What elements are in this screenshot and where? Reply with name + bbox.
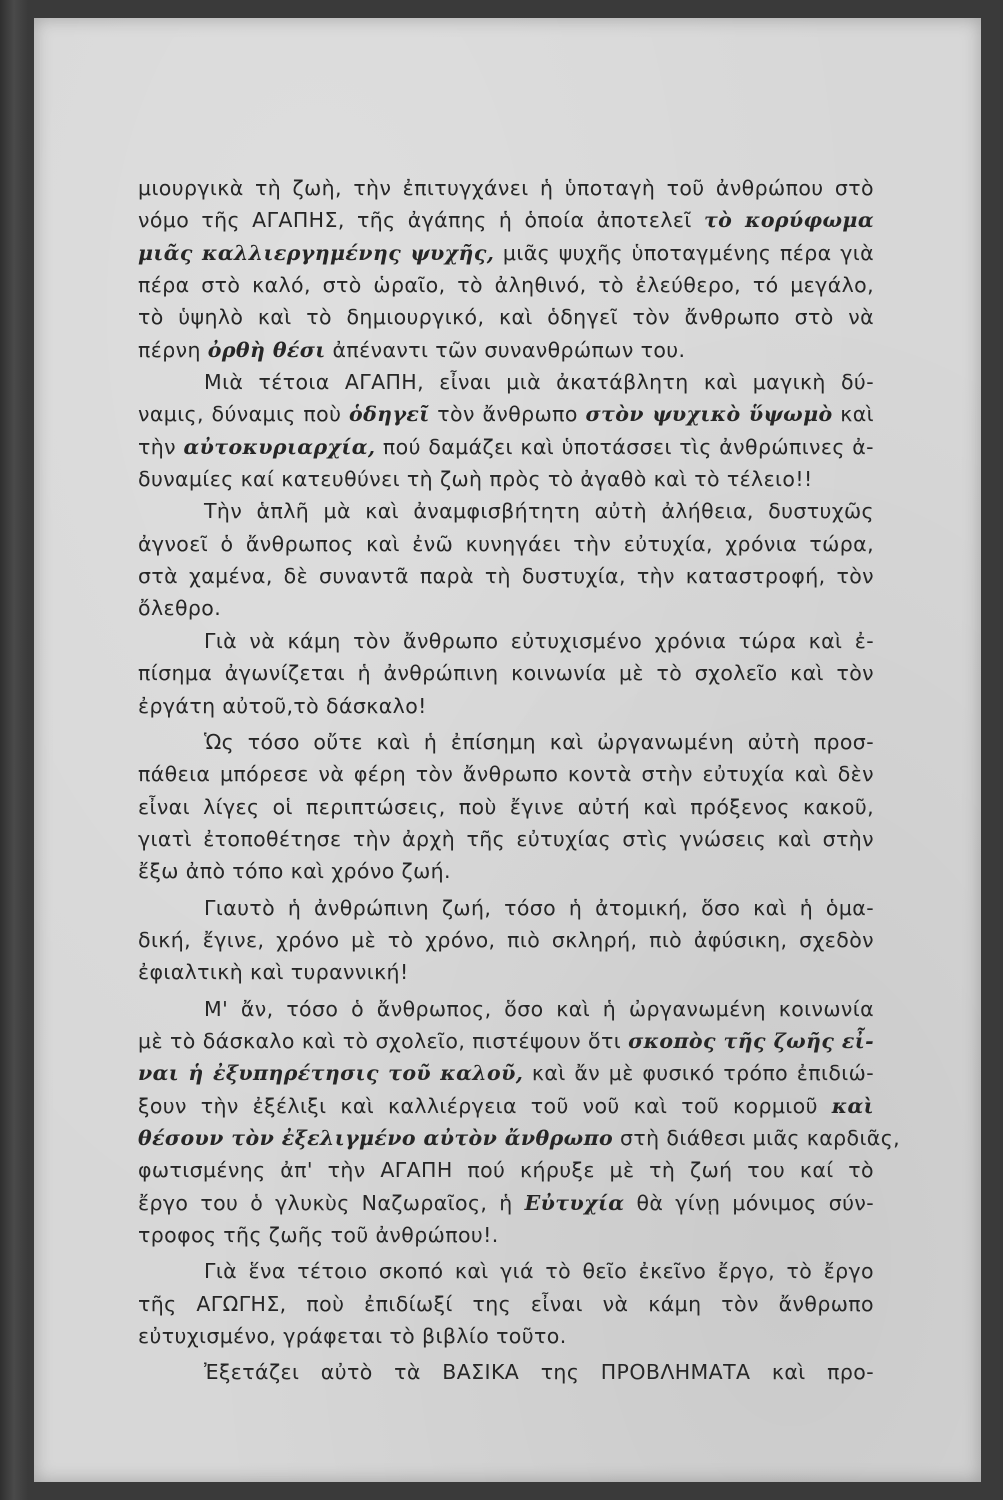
text-line: πέρνη ὀρθὴ θέσι ἀπέναντι τῶν συνανθρώπων του. xyxy=(138,337,686,362)
text-line: ἐργάτη αὐτοῦ,τὸ δάσκαλο! xyxy=(138,693,427,718)
text-line: τὴν αὐτοκυριαρχία, πού δαμάζει καὶ ὑποτάσσει τὶς ἀνθρώπινες ἀ- xyxy=(138,434,874,459)
text-line: τροφος τῆς ζωῆς τοῦ ἀνθρώπου!. xyxy=(138,1223,499,1247)
text-line: ἐφιαλτικὴ καὶ τυραννική! xyxy=(138,960,409,985)
paragraph-start-line: Γιὰ νὰ κάμη τὸν ἄνθρωπο εὐτυχισμένο χρόνια τώρα καὶ ἐ- xyxy=(204,628,874,653)
text-line: ξουν τὴν ἐξέλιξι καὶ καλλιέργεια τοῦ νοῦ καὶ τοῦ κορμιοῦ καὶ xyxy=(138,1093,874,1118)
text-line: ὄλεθρο. xyxy=(138,596,222,621)
text-line: πέρα στὸ καλό, στὸ ὡραῖο, τὸ ἀληθινό, τὸ ἐλεύθερο, τό μεγάλο, xyxy=(138,273,874,298)
text-line: εὐτυχισμένο, γράφεται τὸ βιβλίο τοῦτο. xyxy=(138,1324,567,1349)
text-line: ναμις, δύναμις ποὺ ὁδηγεῖ τὸν ἄνθρωπο στὸν ψυχικὸ ὕψωμὸ καὶ xyxy=(138,402,874,427)
emphasis: τὸ κορύφωμα xyxy=(703,208,874,233)
paragraph-start-line: Ὡς τόσο οὔτε καὶ ἡ ἐπίσημη καὶ ὠργανωμένη αὐτὴ προσ- xyxy=(204,729,874,754)
text-line: δική, ἔγινε, χρόνο μὲ τὸ χρόνο, πιὸ σκληρή, πιὸ ἀφύσικη, σχεδὸν xyxy=(138,927,874,952)
text-line: τῆς ΑΓΩΓΗΣ, ποὺ ἐπιδίωξί της εἶναι νὰ κάμη τὸν ἄνθρωπο xyxy=(138,1291,874,1316)
emphasis: μιᾶς καλλιεργημένης ψυχῆς, xyxy=(138,240,495,265)
text-line: τὸ ὑψηλὸ καὶ τὸ δημιουργικό, καὶ ὁδηγεῖ τὸν ἄνθρωπο στὸ νὰ xyxy=(138,305,874,330)
text-line: θέσουν τὸν ἐξελιγμένο αὐτὸν ἄνθρωπο στὴ διάθεσι μιᾶς καρδιᾶς, xyxy=(138,1125,901,1150)
text-line: δυναμίες καί κατευθύνει τὴ ζωὴ πρὸς τὸ ἀγαθὸ καὶ τὸ τέλειο!! xyxy=(138,467,813,492)
emphasis: αὐτοκυριαρχία, xyxy=(183,434,376,459)
text-line: εἶναι λίγες οἱ περιπτώσεις, ποὺ ἔγινε αὐτή καὶ πρόξενος κακοῦ, xyxy=(138,794,874,819)
emphasis: Εὐτυχία xyxy=(524,1190,625,1215)
emphasis: ὀρθὴ θέσι xyxy=(207,337,326,362)
text-line: νόμο τῆς ΑΓΑΠΗΣ, τῆς ἀγάπης ἡ ὁποία ἀποτελεῖ τὸ κορύφωμα xyxy=(138,208,874,233)
emphasis: σκοπὸς τῆς ζωῆς εἶ- xyxy=(628,1028,874,1053)
text-line: μιᾶς καλλιεργημένης ψυχῆς, μιᾶς ψυχῆς ὑποταγμένης πέρα γιὰ xyxy=(138,240,874,265)
text-line: ἔργο του ὁ γλυκὺς Ναζωραῖος, ἡ Εὐτυχία θὰ γίνῃ μόνιμος σύν- xyxy=(138,1190,875,1215)
text-line: ἀγνοεῖ ὁ ἄνθρωπος καὶ ἐνῶ κυνηγάει τὴν εὐτυχία, χρόνια τώρα, xyxy=(138,531,874,556)
emphasis: καὶ xyxy=(831,1093,874,1118)
paragraph-start-line: Ἐξετάζει αὐτὸ τὰ ΒΑΣΙΚΑ της ΠΡΟΒΛΗΜΑΤΑ καὶ προ- xyxy=(204,1360,874,1385)
emphasis: στὸν ψυχικὸ ὕψωμὸ xyxy=(585,402,833,427)
text-line: μὲ τὸ δάσκαλο καὶ τὸ σχολεῖο, πιστέψουν ὅτι σκοπὸς τῆς ζωῆς εἶ- xyxy=(138,1028,874,1053)
paragraph-start-line: Τὴν ἁπλῆ μὰ καὶ ἀναμφισβήτητη αὐτὴ ἀλήθεια, δυστυχῶς xyxy=(204,499,874,524)
paragraph-start-line: Μ' ἄν, τόσο ὁ ἄνθρωπος, ὅσο καὶ ἡ ὠργανωμένη κοινωνία xyxy=(204,996,874,1021)
emphasis: θέσουν τὸν ἐξελιγμένο αὐτὸν ἄνθρωπο xyxy=(138,1125,614,1150)
paragraph-start-line: Γιαυτὸ ἡ ἀνθρώπινη ζωή, τόσο ἡ ἀτομική, ὅσο καὶ ἡ ὁμα- xyxy=(204,895,874,920)
text-line: γιατὶ ἐτοποθέτησε τὴν ἀρχὴ τῆς εὐτυχίας στὶς γνώσεις καὶ στὴν xyxy=(138,826,874,851)
emphasis: ναι ἡ ἐξυπηρέτησις τοῦ καλοῦ, xyxy=(138,1061,524,1086)
paragraph-start-line: Μιὰ τέτοια ΑΓΑΠΗ, εἶναι μιὰ ἀκατάβλητη καὶ μαγικὴ δύ- xyxy=(204,370,874,395)
text-line: ναι ἡ ἐξυπηρέτησις τοῦ καλοῦ, καὶ ἄν μὲ φυσικό τρόπο ἐπιδιώ- xyxy=(138,1061,874,1086)
text-line: πάθεια μπόρεσε νὰ φέρη τὸν ἄνθρωπο κοντὰ στὴν εὐτυχία καὶ δὲν xyxy=(138,762,874,787)
paragraph-start-line: Γιὰ ἕνα τέτοιο σκοπό καὶ γιά τὸ θεῖο ἐκεῖνο ἔργο, τὸ ἔργο xyxy=(204,1259,874,1284)
emphasis: ὁδηγεῖ xyxy=(349,402,430,427)
text-line: ἔξω ἀπὸ τόπο καὶ χρόνο ζωή. xyxy=(138,859,451,884)
text-line: φωτισμένης ἀπ' τὴν ΑΓΑΠΗ πού κήρυξε μὲ τὴ ζωή του καί τὸ xyxy=(138,1158,874,1183)
text-line: πίσημα ἀγωνίζεται ἡ ἀνθρώπινη κοινωνία μὲ τὸ σχολεῖο καὶ τὸν xyxy=(138,661,874,686)
text-line: μιουργικὰ τὴ ζωὴ, τὴν ἐπιτυγχάνει ἡ ὑποταγὴ τοῦ ἀνθρώπου στὸ xyxy=(138,176,874,200)
text-line: στὰ χαμένα, δὲ συναντᾶ παρὰ τὴ δυστυχία, τὴν καταστροφή, τὸν xyxy=(138,564,874,589)
page-body-text xyxy=(138,172,901,1389)
